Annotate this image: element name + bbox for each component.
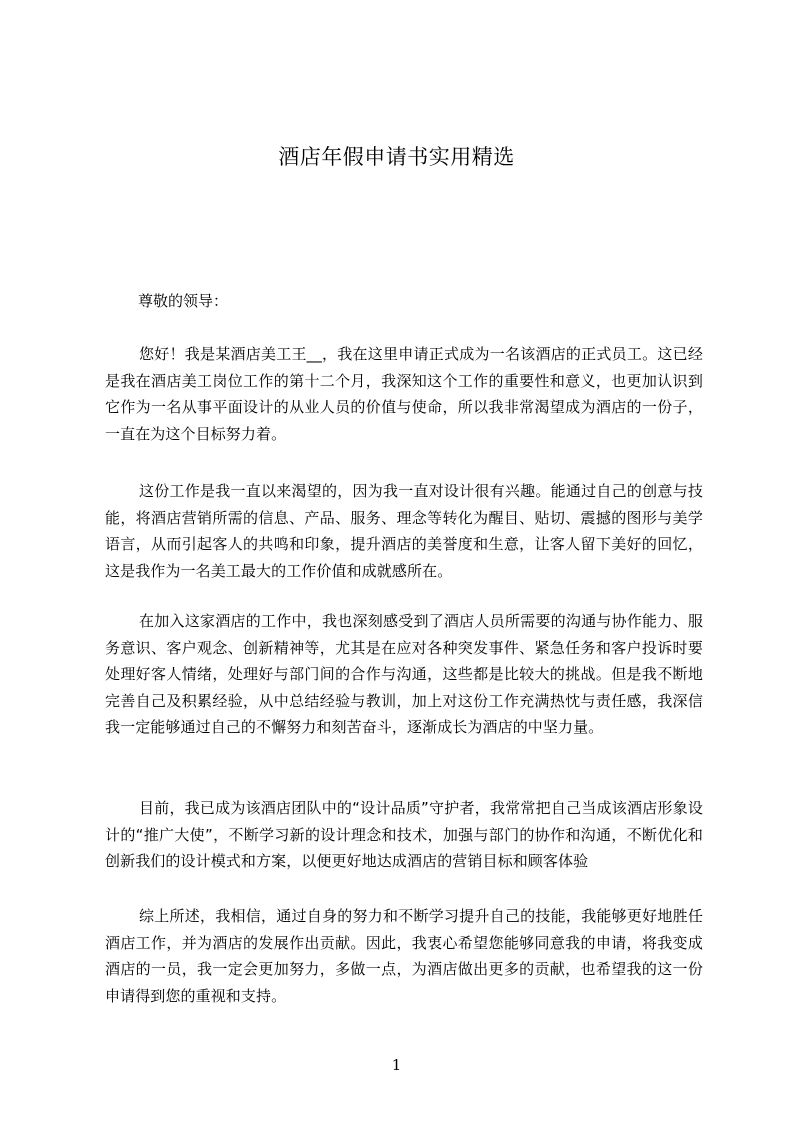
paragraph-3: 在加入这家酒店的工作中，我也深刻感受到了酒店人员所需要的沟通与协作能力、服务意识、客户观念、创新精神等，尤其是在应对各种突发事件、紧急任务和客户投诉时要处理好客人情绪，处理好与部门间的合作与沟通，这些都是比较大的挑战。但是我不断地完善自己及积累经验，从中总结经验与教训，加上对这份工作充满热忱与责任感，我深信我一定能够通过自己的不懈努力和刻苦奋斗，逐渐成长为酒店的中坚力量。 [105,612,703,737]
paragraph-2: 这份工作是我一直以来渴望的，因为我一直对设计很有兴趣。能通过自己的创意与技能，将酒店营销所需的信息、产品、服务、理念等转化为醒目、贴切、震撼的图形与美学语言，从而引起客人的共鸣和印象，提升酒店的美誉度和生意，让客人留下美好的回忆，这是我作为一名美工最大的工作价值和成就感所在。 [105,482,703,580]
paragraph-5: 综上所述，我相信，通过自身的努力和不断学习提升自己的技能，我能够更好地胜任酒店工作，并为酒店的发展作出贡献。因此，我衷心希望您能够同意我的申请，将我变成酒店的一员，我一定会更加努力，多做一点，为酒店做出更多的贡献，也希望我的这一份申请得到您的重视和支持。 [105,907,703,1005]
salutation: 尊敬的领导： [138,292,229,310]
paragraph-4: 目前，我已成为该酒店团队中的“设计品质”守护者，我常常把自己当成该酒店形象设计的“推广大使”，不断学习新的设计理念和技术，加强与部门的协作和沟通，不断优化和创新我们的设计模式和方案，以便更好地达成酒店的营销目标和顾客体验 [105,799,703,871]
document-title: 酒店年假申请书实用精选 [278,145,515,169]
page-number: 1 [391,1056,402,1074]
paragraph-1: 您好！我是某酒店美工王__，我在这里申请正式成为一名该酒店的正式员工。这已经是我在酒店美工岗位工作的第十二个月，我深知这个工作的重要性和意义，也更加认识到它作为一名从事平面设计的从业人员的价值与使命，所以我非常渴望成为酒店的一份子，一直在为这个目标努力着。 [105,345,703,443]
